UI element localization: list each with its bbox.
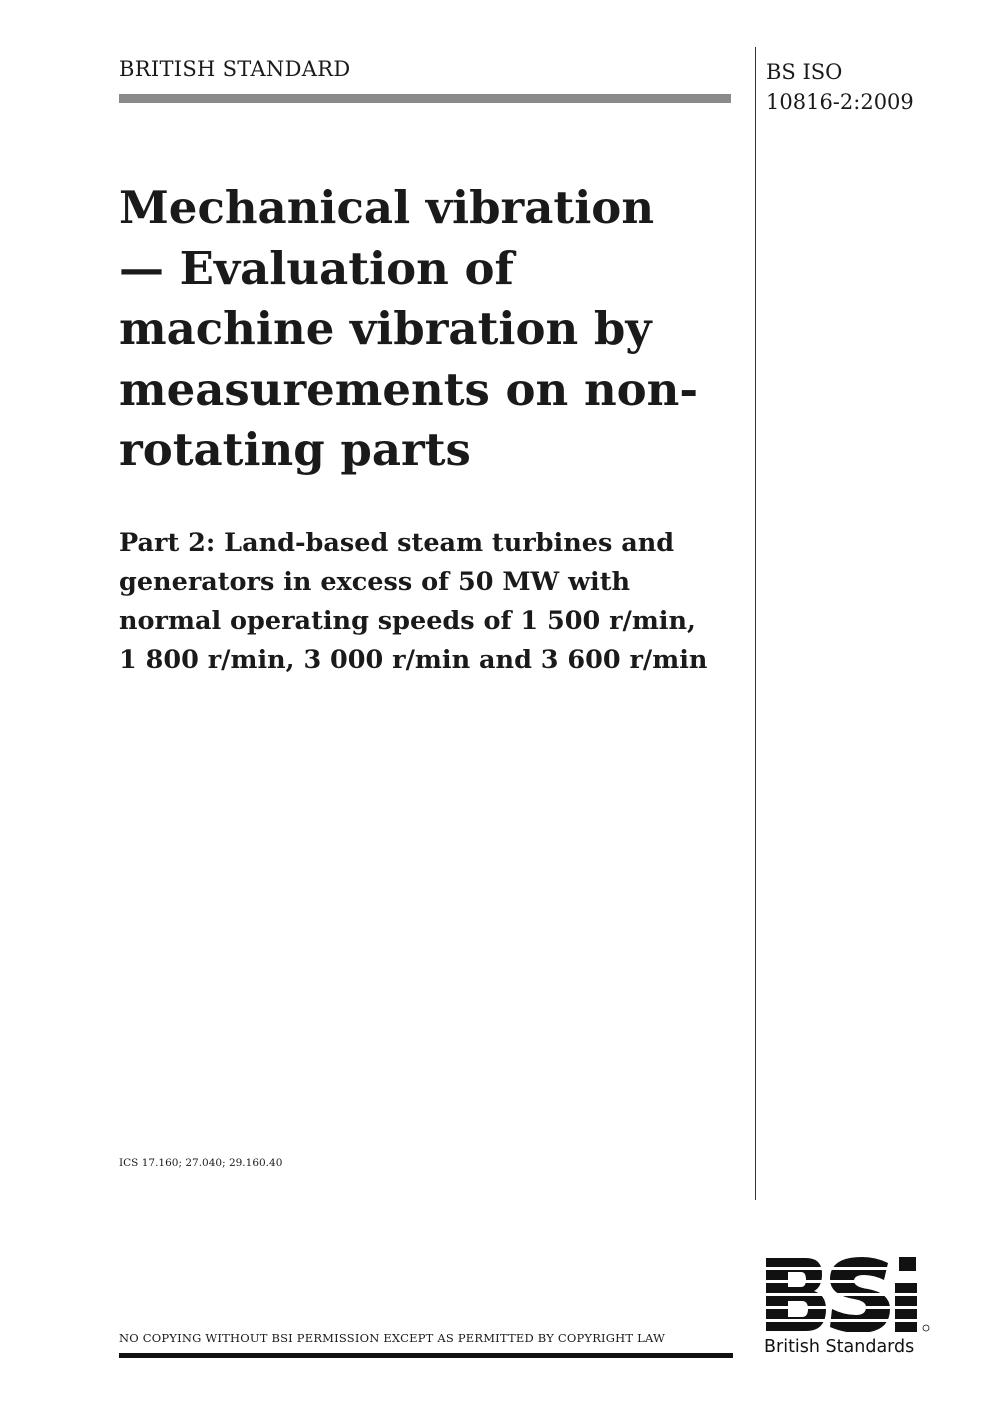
document-subtitle: [119, 524, 744, 680]
title-line: — Evaluation of: [119, 241, 514, 295]
header-label: BRITISH STANDARD: [119, 57, 351, 81]
footer-rule: [119, 1353, 733, 1358]
header-rule: [119, 94, 731, 103]
subtitle-line: normal operating speeds of 1 500 r/min,: [119, 606, 696, 636]
bsi-logo-caption: British Standards: [764, 1337, 915, 1357]
subtitle-line: 1 800 r/min, 3 000 r/min and 3 600 r/min: [119, 645, 708, 675]
title-line: measurements on non-: [119, 362, 699, 416]
vertical-divider: [755, 47, 756, 1200]
ics-codes: ICS 17.160; 27.040; 29.160.40: [119, 1157, 283, 1169]
standard-number-line-2: 10816-2:2009: [766, 90, 914, 114]
standard-number-line-1: BS ISO: [766, 60, 843, 84]
title-line: rotating parts: [119, 423, 471, 476]
document-title: [119, 178, 739, 481]
title-line: machine vibration by: [119, 302, 652, 355]
subtitle-line: generators in excess of 50 MW with: [119, 567, 631, 597]
title-line: Mechanical vibration: [119, 181, 655, 234]
subtitle-line: Part 2: Land-based steam turbines and: [119, 528, 675, 558]
copyright-notice: NO COPYING WITHOUT BSI PERMISSION EXCEPT AS PERMITTED BY COPYRIGHT LAW: [119, 1331, 666, 1345]
standard-number: [766, 57, 914, 117]
